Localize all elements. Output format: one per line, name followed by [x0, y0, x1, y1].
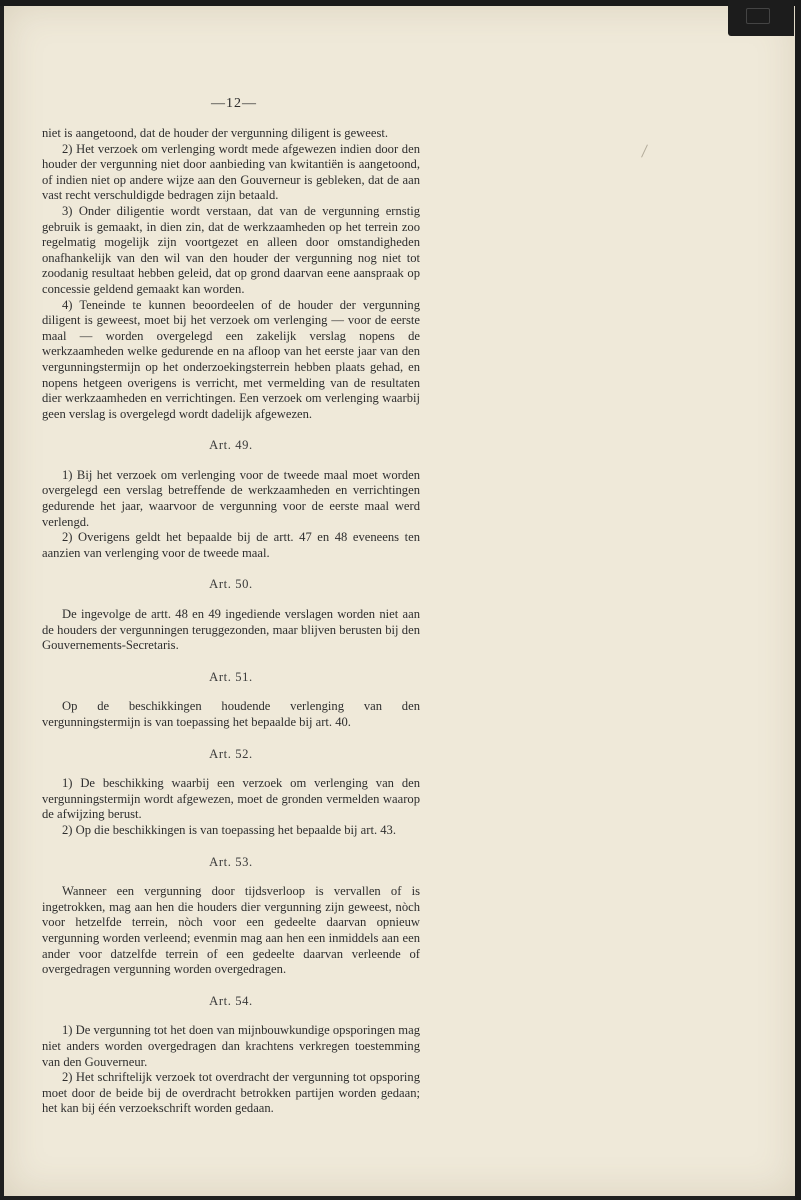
- text-column: [42, 126, 420, 1117]
- article-heading: Art. 51.: [209, 669, 253, 684]
- paragraph: 1) De beschikking waarbij een verzoek om verlenging van den vergunningstermijn wordt afgewezen, moet de gronden vermelden waarop de afwijzing berust.: [42, 776, 420, 822]
- paragraph: Op de beschikkingen houdende verlenging van den vergunningstermijn is van toepassing het bepaalde bij art. 40.: [42, 699, 420, 729]
- article-heading: Art. 50.: [209, 577, 253, 592]
- paragraph: 2) Het verzoek om verlenging wordt mede afgewezen indien door den houder der vergunning niet door aanbieding van kwitantiën is aangetoond, of indien niet op andere wijze aan den Gouverneur is gebleken, dat de aan vast recht verschuldigde bedragen zijn betaald.: [42, 141, 420, 203]
- paragraph: Wanneer een vergunning door tijdsverloop is vervallen of is ingetrokken, mag aan hen die houders dier vergunning zijn geweest, nòch voor hetzelfde terrein, nòch voor een gedeelte daarvan opnieuw vergunning worden verleend; evenmin mag aan hen een inmiddels aan een ander voor datzelfde terrein of een gedeelte daarvan verleende of overgedragen vergunning worden overgedragen.: [42, 884, 420, 977]
- paragraph: 2) Het schriftelijk verzoek tot overdracht der vergunning tot opsporing moet door de beide bij de overdracht betrokken partijen worden gedaan; het kan bij één verzoekschrift worden gedaan.: [42, 1070, 420, 1116]
- paragraph: 4) Teneinde te kunnen beoordeelen of de houder der vergunning diligent is geweest, moet bij het verzoek om verlenging — voor de eerste maal — worden overgelegd een zakelijk verslag nopens de werkzaamheden welke gedurende en na afloop van het eerste jaar van den vergunningstermijn op het onderzoekingsterrein hebben plaats gehad, en nopens hetgeen overigens is verricht, met vermelding van de resultaten dier werkzaamheden en verrichtingen. Een verzoek om verlenging waarbij geen verslag is overgelegd wordt dadelijk afgewezen.: [42, 297, 420, 421]
- article-heading: Art. 53.: [209, 854, 253, 869]
- binding-clip: [728, 0, 794, 36]
- paragraph: De ingevolge de artt. 48 en 49 ingediende verslagen worden niet aan de houders der vergunningen teruggezonden, maar blijven berusten bij den Gouvernements-Secretaris.: [42, 607, 420, 653]
- scan-edge-top: [0, 0, 801, 6]
- paragraph: 2) Overigens geldt het bepaalde bij de artt. 47 en 48 eveneens ten aanzien van verlenging voor de tweede maal.: [42, 530, 420, 560]
- paragraph: 3) Onder diligentie wordt verstaan, dat van de vergunning ernstig gebruik is gemaakt, in dien zin, dat de werkzaamheden op het terrein zoo regelmatig mogelijk zijn voortgezet en alleen door omstandigheden onafhankelijk van den wil van den houder der vergunning nog niet tot zoodanig resultaat hebben geleid, dat op grond daarvan eene aanspraak op concessie geldend gemaakt kan worden.: [42, 203, 420, 296]
- article-heading: Art. 49.: [209, 438, 253, 453]
- page-number: —12—: [211, 96, 257, 111]
- clip-notch: [746, 8, 770, 24]
- pencil-mark: [641, 144, 648, 157]
- paragraph: 1) Bij het verzoek om verlenging voor de tweede maal moet worden overgelegd een verslag betreffende de werkzaamheden en verrichtingen gedurende het jaar, waarvoor de vergunning voor de eerste maal werd verlengd.: [42, 467, 420, 529]
- paragraph: 2) Op die beschikkingen is van toepassing het bepaalde bij art. 43.: [62, 822, 396, 837]
- paragraph: niet is aangetoond, dat de houder der vergunning diligent is geweest.: [42, 126, 389, 140]
- scan-edge-right: [795, 0, 801, 1200]
- paragraph: 1) De vergunning tot het doen van mijnbouwkundige opsporingen mag niet anders worden overgedragen dan krachtens verkregen toestemming van den Gouverneur.: [42, 1023, 420, 1069]
- article-heading: Art. 52.: [209, 746, 253, 761]
- document-page: [4, 4, 797, 1196]
- article-heading: Art. 54.: [209, 993, 253, 1008]
